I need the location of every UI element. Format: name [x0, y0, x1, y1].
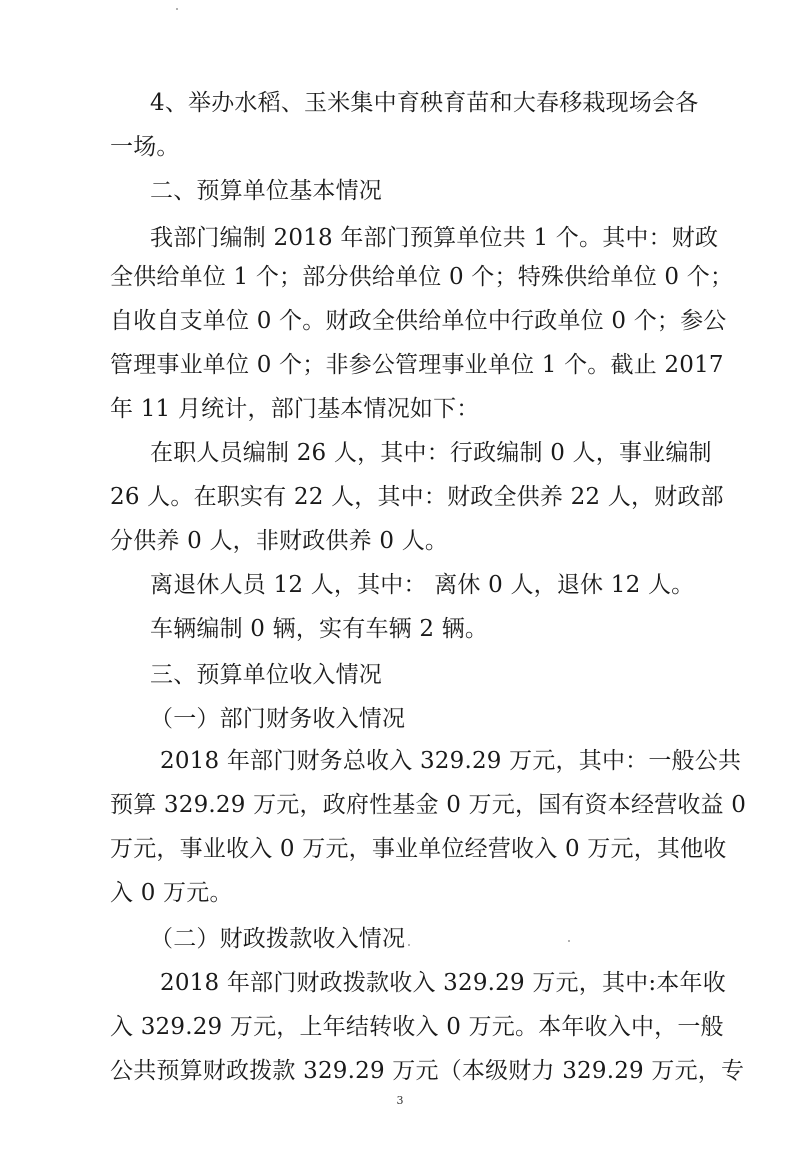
text-line: 我部门编制 2018 年部门预算单位共 1 个。其中：财政 — [150, 225, 719, 251]
text-line: 入 0 万元。 — [110, 880, 233, 906]
text-line: 26 人。在职实有 22 人，其中：财政全供养 22 人，财政部 — [110, 484, 724, 510]
text-line: 分供养 0 人，非财政供养 0 人。 — [110, 528, 449, 554]
text-line: 2018 年部门财政拨款收入 329.29 万元，其中:本年收 — [160, 970, 726, 996]
text-line: 2018 年部门财务总收入 329.29 万元，其中：一般公共 — [160, 748, 742, 774]
text-line: 万元，事业收入 0 万元，事业单位经营收入 0 万元，其他收 — [110, 836, 727, 862]
text-line: 车辆编制 0 辆，实有车辆 2 辆。 — [150, 616, 489, 642]
text-line: 入 329.29 万元，上年结转收入 0 万元。本年收入中，一般 — [110, 1014, 724, 1040]
text-line: 管理事业单位 0 个；非参公管理事业单位 1 个。截止 2017 — [110, 352, 724, 378]
scan-speck — [408, 944, 410, 946]
section-heading: 三、预算单位收入情况 — [150, 662, 382, 688]
subsection-heading: （二）财政拨款收入情况 — [150, 926, 406, 952]
text-line: 预算 329.29 万元，政府性基金 0 万元，国有资本经营收益 0 — [110, 792, 747, 818]
scan-speck — [176, 8, 178, 10]
text-line: 在职人员编制 26 人，其中：行政编制 0 人，事业编制 — [150, 440, 712, 466]
text-line: 全供给单位 1 个；部分供给单位 0 个；特殊供给单位 0 个； — [110, 264, 734, 290]
text-line: 年 11 月统计，部门基本情况如下： — [110, 396, 480, 422]
text-line: 公共预算财政拨款 329.29 万元（本级财力 329.29 万元，专 — [110, 1058, 745, 1084]
text-line: 一场。 — [110, 134, 180, 160]
scan-speck — [568, 940, 570, 942]
subsection-heading: （一）部门财务收入情况 — [150, 706, 406, 732]
section-heading: 二、预算单位基本情况 — [150, 178, 382, 204]
text-line: 离退休人员 12 人，其中： 离休 0 人，退休 12 人。 — [150, 572, 695, 598]
page-number: 3 — [396, 1094, 404, 1107]
text-line: 4、举办水稻、玉米集中育秧育苗和大春移栽现场会各 — [150, 90, 699, 116]
text-line: 自收自支单位 0 个。财政全供给单位中行政单位 0 个；参公 — [110, 308, 727, 334]
